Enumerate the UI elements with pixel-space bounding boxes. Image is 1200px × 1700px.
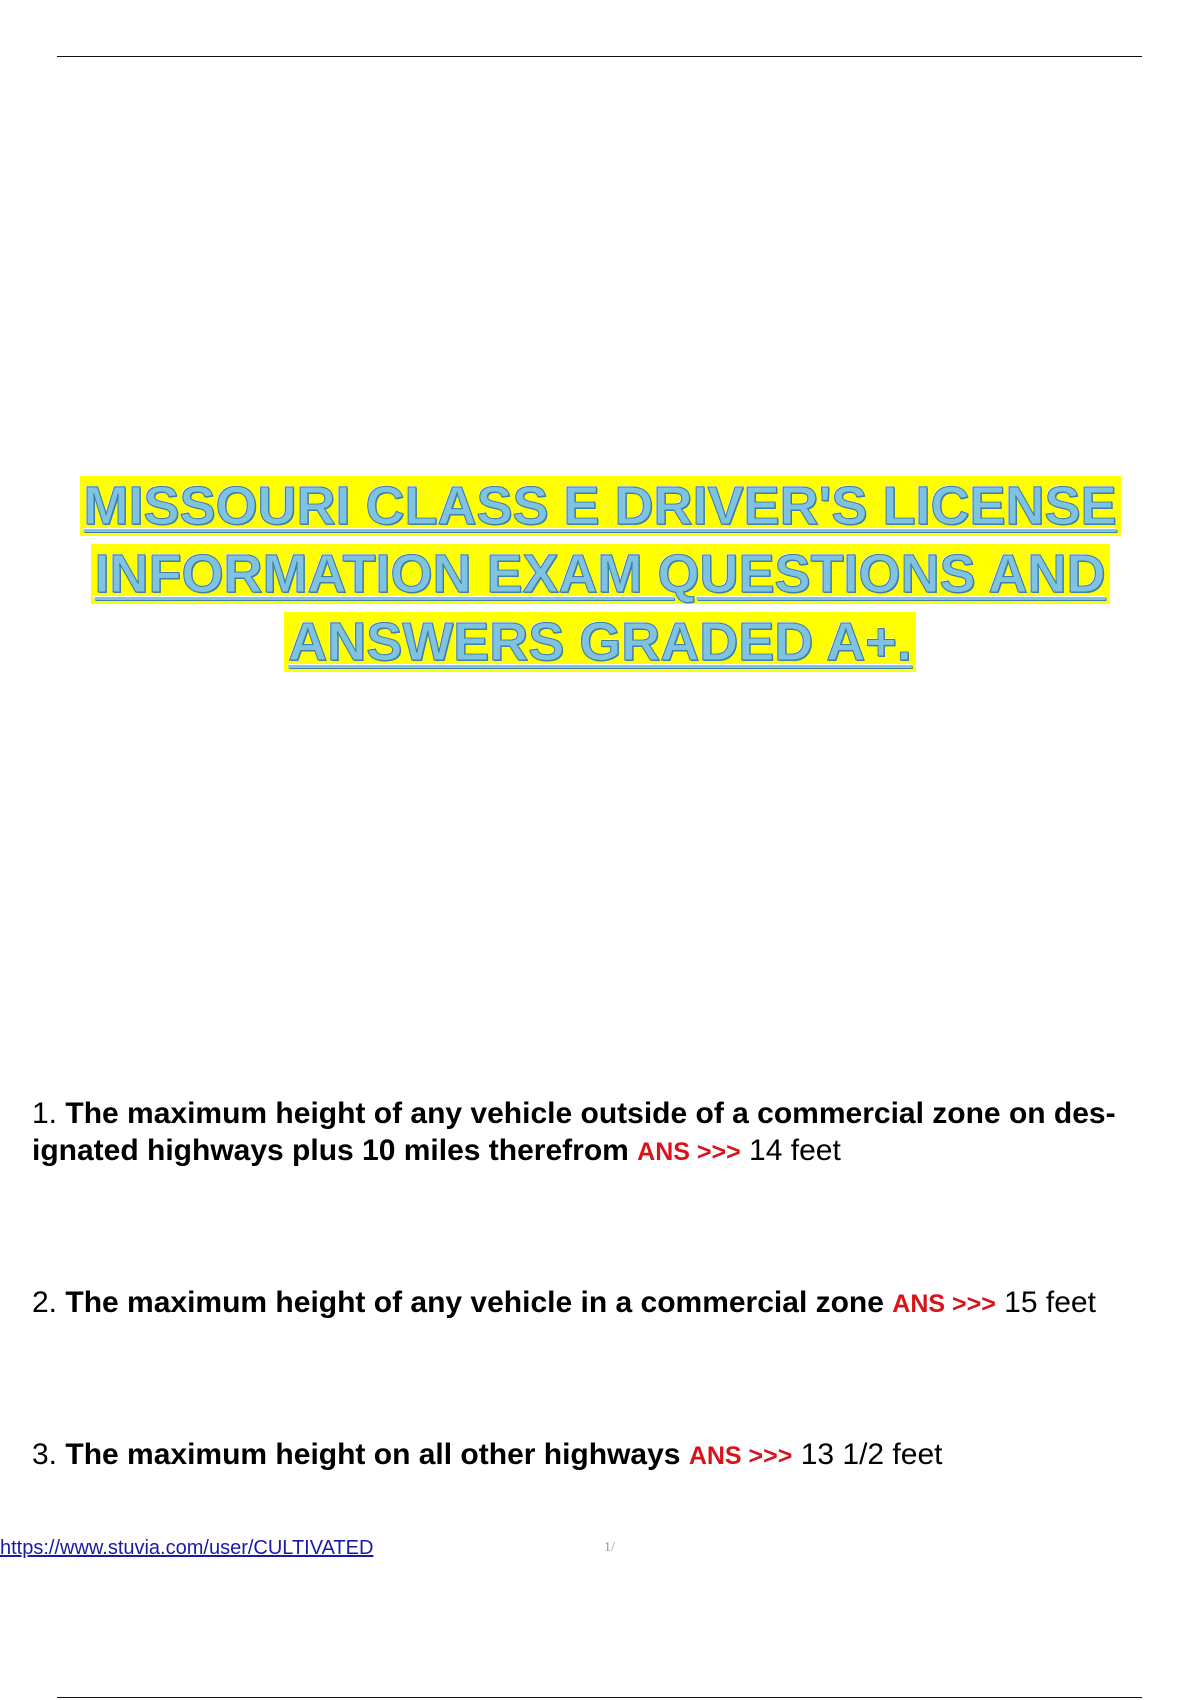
title-line-3: ANSWERS GRADED A+. — [284, 612, 916, 672]
answer-marker: ANS >>> — [892, 1290, 996, 1318]
question-text: The maximum height of any vehicle in a commercial zone — [65, 1286, 884, 1319]
question-item — [32, 1436, 1192, 1475]
question-item — [32, 1095, 1192, 1171]
page-number: 1/ — [604, 1540, 615, 1555]
question-item — [32, 1284, 1192, 1323]
question-number: 3. — [32, 1438, 58, 1471]
answer-marker: ANS >>> — [637, 1138, 741, 1166]
question-text: The maximum height of any vehicle outside of a commercial zone on des-ignated highways plus 10 miles therefrom — [32, 1097, 1116, 1167]
document-title — [0, 472, 1200, 676]
question-text: The maximum height on all other highways — [65, 1438, 681, 1471]
footer-link[interactable]: https://www.stuvia.com/user/CULTIVATED — [0, 1537, 374, 1559]
top-rule — [57, 56, 1142, 57]
bottom-rule — [57, 1697, 1142, 1698]
answer-text: 13 1/2 feet — [800, 1438, 943, 1471]
question-number: 1. — [32, 1097, 58, 1130]
answer-text: 14 feet — [749, 1134, 841, 1167]
title-line-2: INFORMATION EXAM QUESTIONS AND — [91, 544, 1110, 604]
question-number: 2. — [32, 1286, 58, 1319]
title-line-1: MISSOURI CLASS E DRIVER'S LICENSE — [80, 476, 1121, 536]
answer-text: 15 feet — [1004, 1286, 1096, 1319]
answer-marker: ANS >>> — [688, 1442, 793, 1470]
